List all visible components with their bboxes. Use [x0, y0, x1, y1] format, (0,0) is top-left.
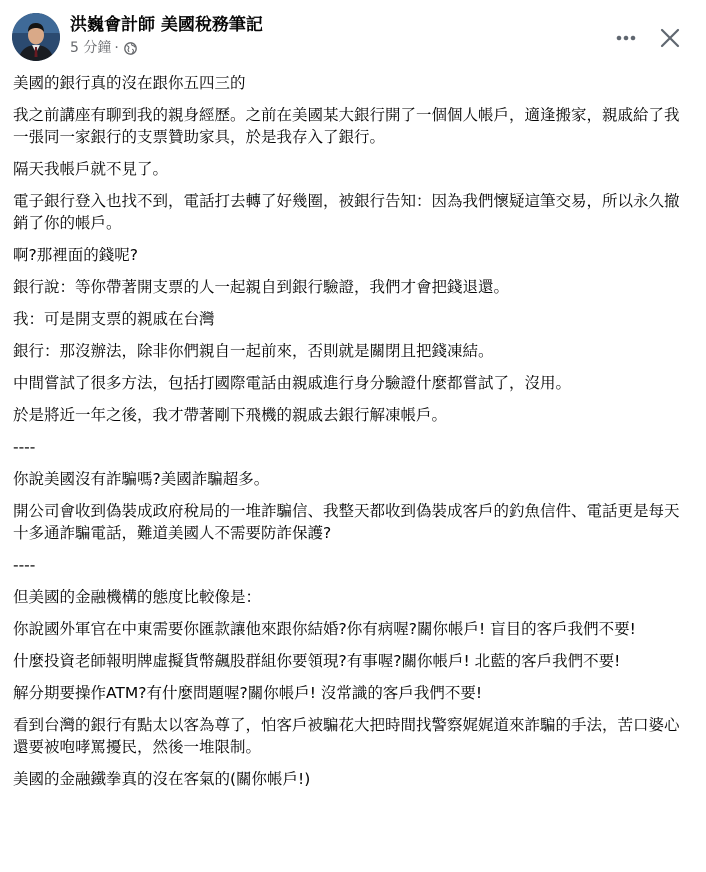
post-meta [70, 39, 137, 57]
post-paragraph: 什麼投資老師報明牌虛擬貨幣飆股群組你要領現?有事喔?關你帳戶! 北藍的客戶我們不要! [13, 652, 621, 670]
post-paragraph: 美國的金融鐵拳真的沒在客氣的(關你帳戶!) [13, 770, 311, 788]
post-paragraph: 看到台灣的銀行有點太以客為尊了，怕客戶被騙花大把時間找警察娓娓道來詐騙的手法，苦口婆心還要被咆哮罵擾民，然後一堆限制。 [13, 716, 680, 756]
post-paragraph: 銀行說：等你帶著開支票的人一起親自到銀行驗證，我們才會把錢退還。 [13, 278, 510, 296]
post-paragraph: 銀行：那沒辦法，除非你們親自一起前來，否則就是關閉且把錢凍結。 [13, 342, 494, 360]
post-paragraph: 電子銀行登入也找不到，電話打去轉了好幾圈，被銀行告知：因為我們懷疑這筆交易，所以永久撤銷了你的帳戶。 [13, 192, 680, 232]
post-paragraph: 美國的銀行真的沒在跟你五四三的 [13, 74, 246, 92]
more-options-button[interactable] [608, 20, 644, 56]
divider-text: ---- [13, 438, 36, 456]
post-paragraph: 開公司會收到偽裝成政府稅局的一堆詐騙信、我整天都收到偽裝成客戶的釣魚信件、電話更是每天十多通詐騙電話，難道美國人不需要防詐保護? [13, 502, 680, 542]
close-button[interactable] [652, 20, 688, 56]
post-paragraph: 隔天我帳戶就不見了。 [13, 160, 169, 178]
post-paragraph: 啊?那裡面的錢呢? [13, 246, 138, 264]
post-paragraph: 我：可是開支票的親戚在台灣 [13, 310, 215, 328]
author-avatar[interactable] [12, 13, 60, 61]
post-paragraph: 解分期要操作ATM?有什麼問題喔?關你帳戶! 沒常識的客戶我們不要! [13, 684, 483, 702]
post-header [12, 12, 694, 64]
post-paragraph: 我之前講座有聊到我的親身經歷。之前在美國某大銀行開了一個個人帳戶，適逢搬家，親戚給了我一張同一家銀行的支票贊助家具，於是我存入了銀行。 [13, 106, 680, 146]
author-name[interactable]: 洪巍會計師 美國稅務筆記 [70, 15, 263, 35]
more-horizontal-icon [616, 35, 636, 41]
meta-separator: · [114, 40, 119, 56]
post-timestamp[interactable]: 5 分鐘 [70, 40, 112, 56]
post-body [13, 72, 693, 800]
globe-icon [124, 42, 137, 55]
post-paragraph: 你說美國沒有詐騙嗎?美國詐騙超多。 [13, 470, 270, 488]
close-icon [660, 28, 680, 48]
post-paragraph: 中間嘗試了很多方法，包括打國際電話由親戚進行身分驗證什麼都嘗試了，沒用。 [13, 374, 572, 392]
divider-text: ---- [13, 556, 36, 574]
post-paragraph: 你說國外軍官在中東需要你匯款讓他來跟你結婚?你有病喔?關你帳戶! 盲目的客戶我們不要! [13, 620, 636, 638]
post-paragraph: 但美國的金融機構的態度比較像是： [13, 588, 262, 606]
post-paragraph: 於是將近一年之後，我才帶著剛下飛機的親戚去銀行解凍帳戶。 [13, 406, 448, 424]
avatar-image [12, 13, 60, 61]
